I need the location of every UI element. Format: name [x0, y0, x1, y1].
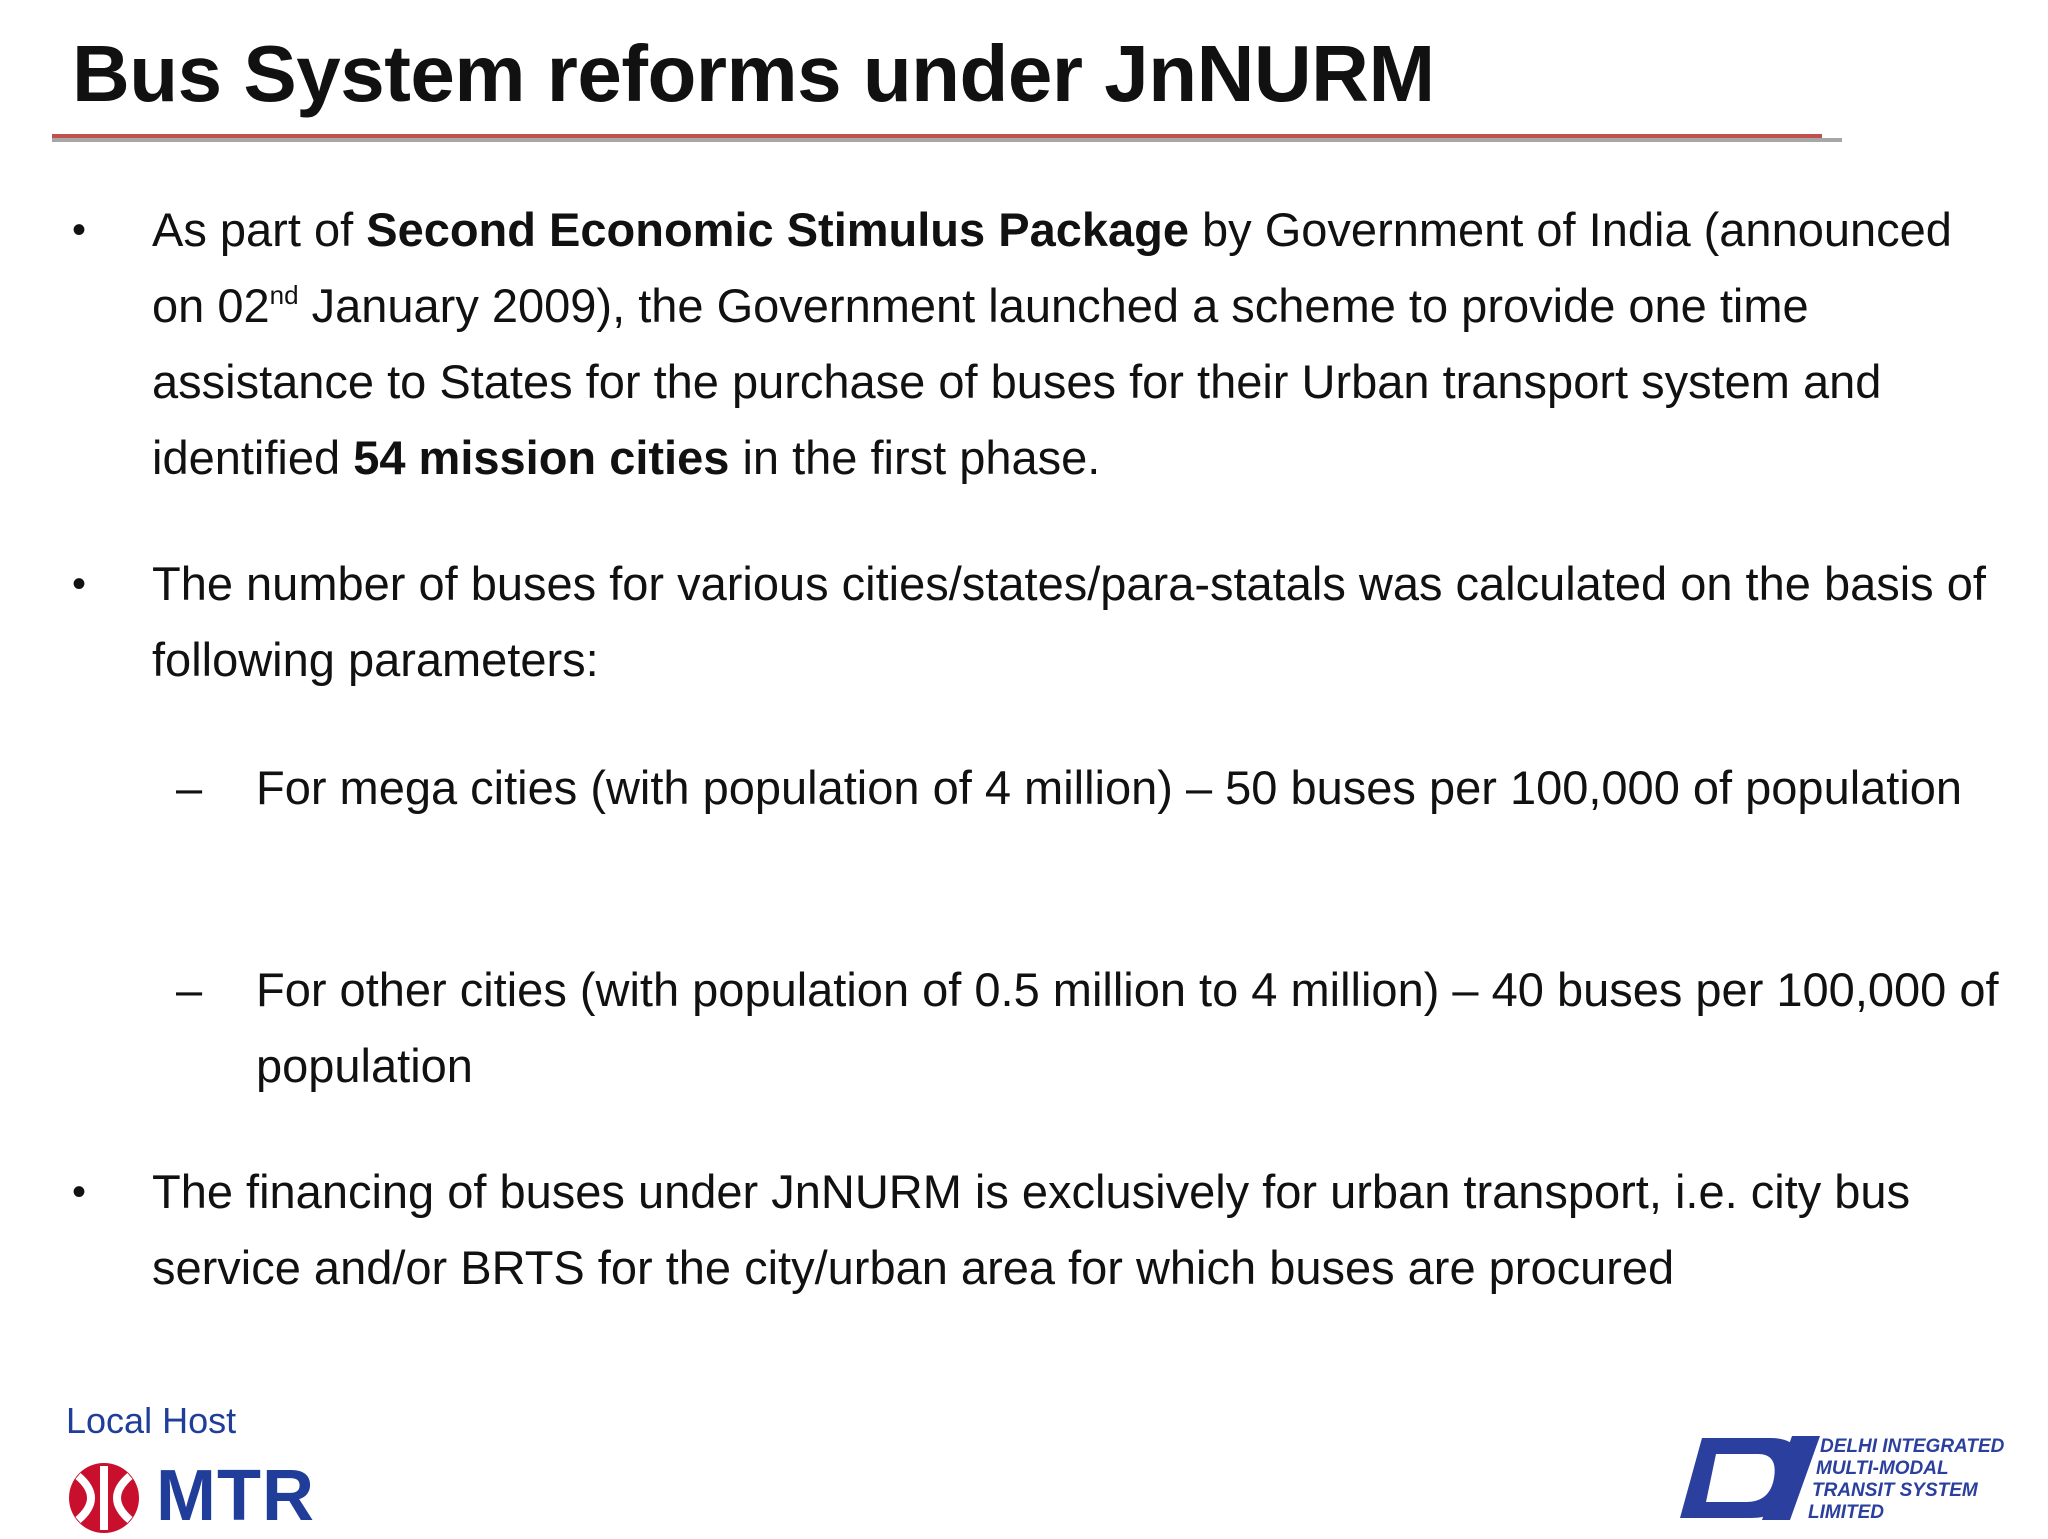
bold-mission-cities: 54 mission cities	[353, 431, 730, 484]
dimts-logo	[1672, 1432, 2022, 1532]
mtr-emblem-icon	[64, 1462, 144, 1534]
title-underline-shadow	[52, 138, 1842, 142]
text-run: in the first phase.	[729, 431, 1101, 484]
bullet-text: The number of buses for various cities/states/para-statals was calculated on the basis of following parameters:	[152, 557, 1986, 686]
bullet-marker: •	[72, 1170, 87, 1214]
text-run: As part of	[152, 203, 367, 256]
dimts-line: DELHI INTEGRATED	[1820, 1436, 2005, 1457]
dimts-text	[1808, 1436, 2005, 1524]
dimts-line: MULTI-MODAL	[1816, 1458, 1949, 1479]
dash-marker: –	[176, 761, 203, 814]
sub-bullet-mega-cities	[176, 750, 2006, 826]
mtr-wordmark: MTR	[156, 1456, 315, 1536]
text-run: by Government of India (announced on 02	[152, 203, 1952, 332]
text-run: January 2009), the Government launched a scheme to provide one time assistance to States for the purchase of buses for their Urban transport system and identified	[152, 279, 1882, 484]
title-underline	[52, 134, 1842, 140]
dash-marker: –	[176, 963, 203, 1016]
superscript-nd: nd	[269, 280, 299, 310]
sub-bullet-text: For mega cities (with population of 4 million) – 50 buses per 100,000 of population	[256, 761, 1963, 814]
mtr-logo	[64, 1456, 344, 1536]
bullet-text	[152, 192, 2002, 496]
bullet-marker: •	[72, 208, 87, 252]
sub-bullet-other-cities	[176, 952, 2006, 1104]
bullet-bus-parameters	[72, 546, 2002, 698]
bullet-text: The financing of buses under JnNURM is exclusively for urban transport, i.e. city bus service and/or BRTS for the city/urban area for which buses are procured	[152, 1165, 1911, 1294]
bullet-marker: •	[72, 562, 87, 606]
bullet-financing	[72, 1154, 2002, 1306]
bullet-stimulus-package	[72, 192, 2002, 496]
slide-title: Bus System reforms under JnNURM	[72, 29, 1435, 118]
local-host-label: Local Host	[66, 1400, 237, 1441]
dimts-line: LIMITED	[1808, 1502, 1884, 1523]
bold-stimulus-package: Second Economic Stimulus Package	[366, 203, 1189, 256]
sub-bullet-text: For other cities (with population of 0.5 million to 4 million) – 40 buses per 100,000 of population	[256, 963, 1999, 1092]
dimts-line: TRANSIT SYSTEM	[1812, 1480, 1978, 1501]
